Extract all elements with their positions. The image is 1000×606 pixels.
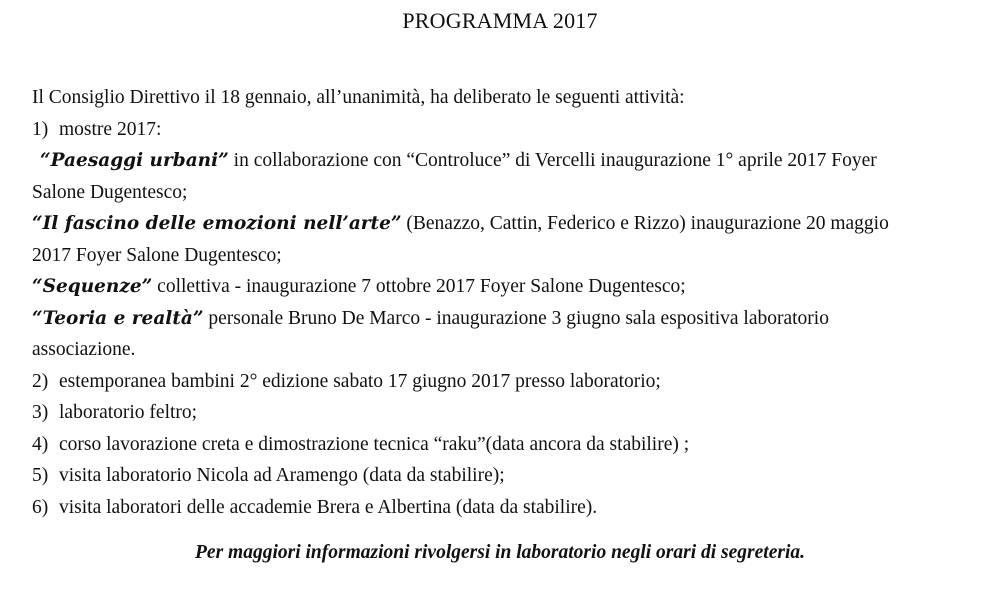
list-item-5 (32, 460, 962, 492)
exhibition-teoria (32, 303, 962, 335)
item-text: laboratorio feltro; (59, 402, 198, 423)
exhibition-desc: (Benazzo, Cattin, Federico e Rizzo) inaugurazione 20 maggio (401, 213, 889, 234)
item-number: 1) (32, 118, 49, 140)
list-item-1 (32, 114, 962, 146)
exhibition-desc: personale Bruno De Marco - inaugurazione 3 giugno sala espositiva laboratorio (203, 307, 829, 329)
item-number: 5) (32, 465, 49, 486)
item-number: 6) (32, 496, 49, 518)
list-item-3 (32, 397, 962, 429)
list-item-6 (32, 492, 962, 524)
exhibition-fascino-cont: 2017 Foyer Salone Dugentesco; (32, 244, 282, 266)
exhibition-teoria-cont: associazione. (32, 339, 136, 360)
exhibition-paesaggi-cont: Salone Dugentesco; (32, 181, 188, 203)
exhibition-name: “Paesaggi urbani” (40, 150, 229, 171)
footer-note: Per maggiori informazioni rivolgersi in laboratorio negli orari di segreteria. (195, 542, 805, 563)
item-text: corso lavorazione creta e dimostrazione tecnica “raku”(data ancora da stabilire) ; (59, 433, 690, 455)
item-text: visita laboratorio Nicola ad Aramengo (data da stabilire); (59, 465, 505, 486)
item-number: 3) (32, 402, 49, 423)
exhibition-fascino (32, 208, 962, 240)
item-text: estemporanea bambini 2° edizione sabato 17 giugno 2017 presso laboratorio; (59, 370, 661, 392)
page-title: PROGRAMMA 2017 (402, 8, 598, 33)
exhibition-name: “Il fascino delle emozioni nell’arte” (32, 213, 402, 234)
list-item-2 (32, 366, 962, 398)
exhibition-paesaggi (32, 145, 962, 177)
exhibition-name: “Sequenze” (32, 276, 153, 297)
list-item-4 (32, 429, 962, 461)
item-text: mostre 2017: (59, 118, 162, 140)
intro-text: Il Consiglio Direttivo il 18 gennaio, all’unanimità, ha deliberato le seguenti attività: (32, 87, 685, 108)
item-text: visita laboratori delle accademie Brera e Albertina (data da stabilire). (59, 496, 598, 518)
item-number: 4) (32, 433, 49, 455)
exhibition-desc: in collaborazione con “Controluce” di Vercelli inaugurazione 1° aprile 2017 Foyer (228, 150, 877, 171)
exhibition-name: “Teoria e realtà” (32, 307, 204, 329)
exhibition-desc: collettiva - inaugurazione 7 ottobre 2017 Foyer Salone Dugentesco; (152, 276, 686, 297)
item-number: 2) (32, 370, 49, 392)
exhibition-sequenze (32, 271, 962, 303)
program-body (32, 82, 962, 523)
